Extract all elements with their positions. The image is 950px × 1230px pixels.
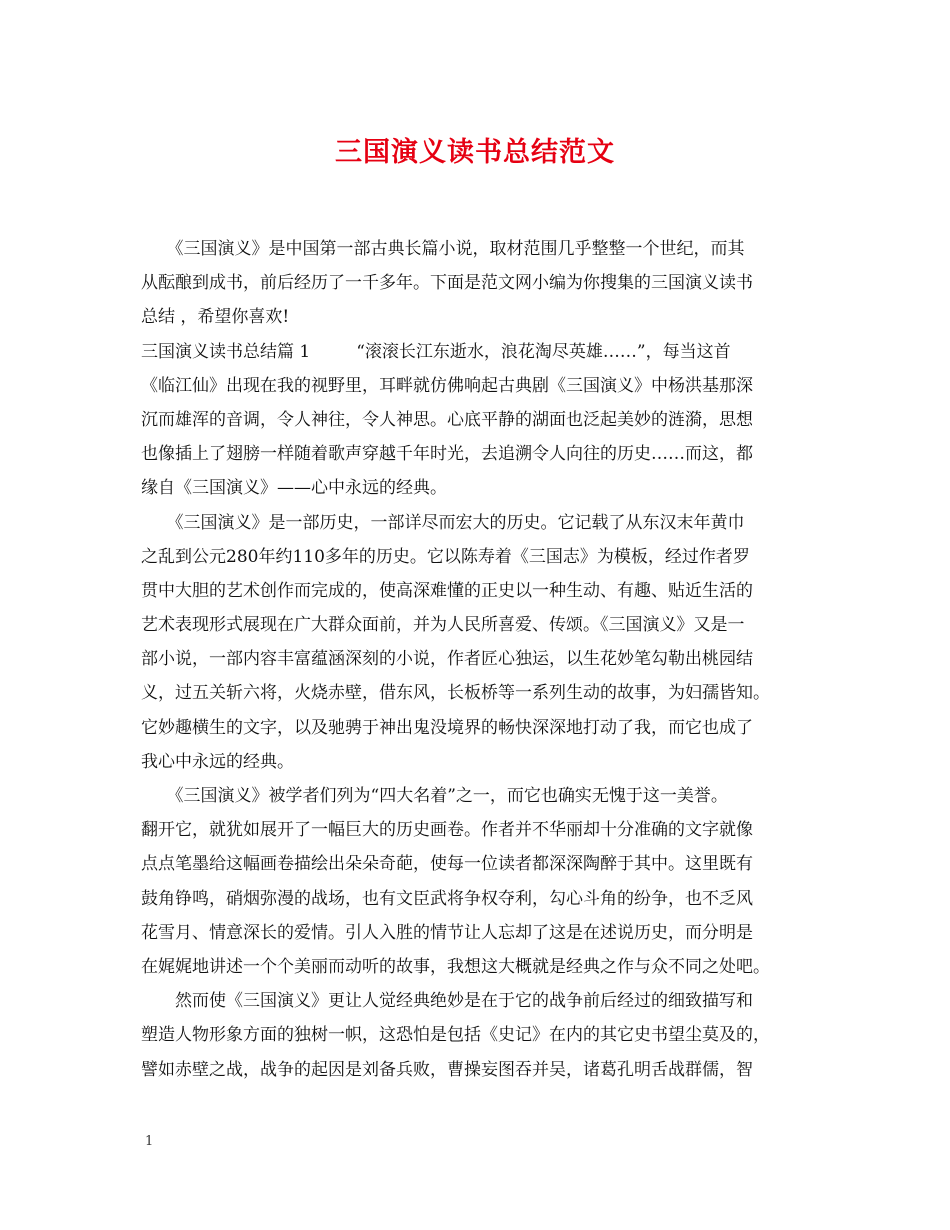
text-line: 义，过五关斩六将，火烧赤壁，借东风，长板桥等一系列生动的故事，为妇孺皆知。 [141,683,770,704]
text-line: 《临江仙》出现在我的视野里，耳畔就仿佛响起古典剧《三国演义》中杨洪基那深 [141,375,753,396]
text-line: 在娓娓地讲述一个个美丽而动听的故事，我想这大概就是经典之作与众不同之处吧。 [141,956,770,977]
text-line: 部小说，一部内容丰富蕴涵深刻的小说，作者匠心独运，以生花妙笔勾勒出桃园结 [141,649,753,670]
text-line: 我心中永远的经典。 [141,751,294,772]
text-line: 它妙趣横生的文字，以及驰骋于神出鬼没境界的畅快深深地打动了我，而它也成了 [141,717,753,738]
text-line: 《三国演义》被学者们列为“四大名着”之一，而它也确实无愧于这一美誉。 [141,786,728,806]
text-line: 总结 ，希望你喜欢! [141,307,290,328]
text-line: 点点笔墨给这幅画卷描绘出朵朵奇葩，使每一位读者都深深陶醉于其中。这里既有 [141,854,753,875]
section-heading-line [141,335,811,369]
text-line: 之乱到公元280年约110多年的历史。它以陈寿着《三国志》为模板，经过作者罗 [141,546,750,567]
text-line: 也像插上了翅膀一样随着歌声穿越千年时光，去追溯令人向往的历史……而这，都 [141,444,753,465]
text-line: 贯中大胆的艺术创作而完成的，使高深难懂的正史以一种生动、有趣、贴近生活的 [141,580,753,601]
article-body [141,232,811,1087]
text-line: 塑造人物形象方面的独树一帜，这恐怕是包括《史记》在内的其它史书望尘莫及的， [141,1025,770,1046]
text-line: 譬如赤壁之战，战争的起因是刘备兵败，曹操妄图吞并吴，诸葛孔明舌战群儒，智 [141,1059,753,1080]
page-number: 1 [145,1134,154,1149]
text-line: 《三国演义》是一部历史，一部详尽而宏大的历史。它记载了从东汉末年黄巾 [141,512,745,533]
text-line: 沉而雄浑的音调，令人神往，令人神思。心底平静的湖面也泛起美妙的涟漪，思想 [141,409,753,430]
text-line: 艺术表现形式展现在广大群众面前，并为人民所喜爱、传颂。《三国演义》又是一 [141,615,745,636]
page-title: 三国演义读书总结范文 [335,137,615,168]
text-line: 《三国演义》是中国第一部古典长篇小说，取材范围几乎整整一个世纪，而其 [141,239,745,259]
text-line: 从酝酿到成书，前后经历了一千多年。下面是范文网小编为你搜集的三国演义读书 [141,273,753,294]
text-line: 翻开它，就犹如展开了一幅巨大的历史画卷。作者并不华丽却十分准确的文字就像 [141,820,753,841]
section-label: 三国演义读书总结篇 1 [141,341,311,362]
section-opening-quote: “滚滚长江东逝水，浪花淘尽英雄……”，每当这首 [356,341,731,362]
text-line: 然而使《三国演义》更让人觉经典绝妙是在于它的战争前后经过的细致描写和 [141,991,753,1012]
text-line: 缘自《三国演义》——心中永远的经典。 [141,478,447,499]
text-line: 鼓角铮鸣，硝烟弥漫的战场，也有文臣武将争权夺利，勾心斗角的纷争，也不乏风 [141,888,753,909]
text-line: 花雪月、情意深长的爱情。引人入胜的情节让人忘却了这是在述说历史，而分明是 [141,922,753,943]
